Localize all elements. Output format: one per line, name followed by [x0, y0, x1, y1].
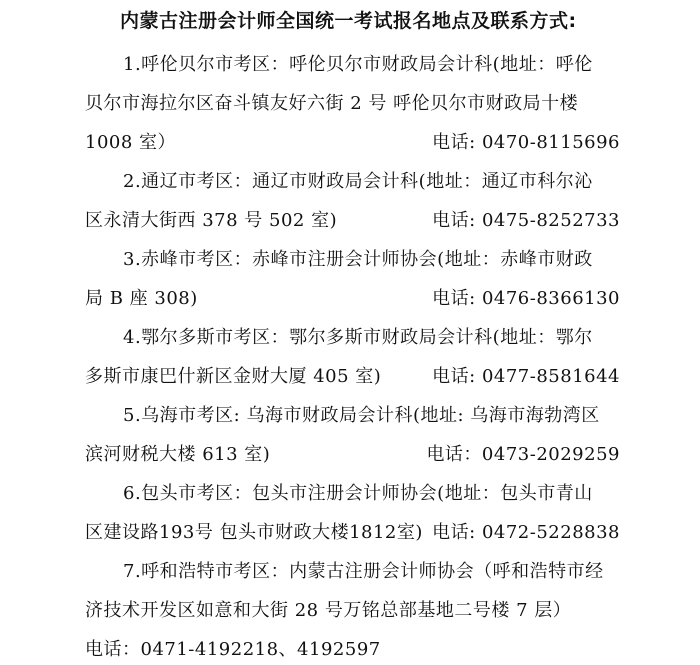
entry-text: 4.鄂尔多斯市考区：鄂尔多斯市财政局会计科(地址：鄂尔 [123, 327, 593, 348]
entry-4-line-2 [85, 362, 620, 392]
entry-text: 3.赤峰市考区：赤峰市注册会计师协会(地址：赤峰市财政 [123, 249, 593, 270]
entry-text: 7.呼和浩特市考区：内蒙古注册会计师协会（呼和浩特市经 [123, 561, 604, 582]
entry-text: 局 B 座 308) [85, 288, 198, 309]
entry-text: 区永清大街西 378 号 502 室) [85, 210, 338, 231]
entry-5-line-1 [85, 401, 620, 431]
entry-6-line-1 [85, 479, 620, 509]
entry-text: 贝尔市海拉尔区奋斗镇友好六街 2 号 呼伦贝尔市财政局十楼 [85, 93, 579, 114]
entry-text: 多斯市康巴什新区金财大厦 405 室) [85, 366, 382, 387]
entry-2-line-2 [85, 206, 620, 236]
document-title: 内蒙古注册会计师全国统一考试报名地点及联系方式: [120, 10, 577, 32]
entry-2-line-1 [85, 167, 620, 197]
entry-5-line-2 [85, 440, 620, 470]
entry-7-phone [85, 635, 620, 665]
entry-text: 5.乌海市考区: 乌海市财政局会计科(地址: 乌海市海勃湾区 [123, 405, 600, 426]
entry-3-line-2 [85, 284, 620, 314]
entry-5-phone: 电话：0473-2029259 [426, 444, 620, 465]
entry-1-line-3 [85, 128, 620, 158]
entry-3-line-1 [85, 245, 620, 275]
entry-1-line-1 [85, 50, 620, 80]
entry-1-line-2 [85, 89, 620, 119]
entry-3-phone: 电话: 0476-8366130 [432, 288, 620, 309]
entry-text: 6.包头市考区：包头市注册会计师协会(地址：包头市青山 [123, 483, 593, 504]
entry-4-line-1 [85, 323, 620, 353]
entry-7-line-1 [85, 557, 620, 587]
entry-7-phone-text: 电话：0471-4192218、4192597 [85, 639, 381, 660]
entry-text: 区建设路193号 包头市财政大楼1812室) [85, 522, 423, 543]
entry-1-phone: 电话: 0470-8115696 [432, 132, 620, 153]
entry-text: 2.通辽市考区：通辽市财政局会计科(地址：通辽市科尔沁 [123, 171, 593, 192]
entry-text: 1008 室） [85, 132, 177, 153]
entry-4-phone: 电话: 0477-8581644 [432, 366, 620, 387]
entry-text: 1.呼伦贝尔市考区：呼伦贝尔市财政局会计科(地址：呼伦 [123, 54, 593, 75]
entry-6-line-2 [85, 518, 620, 548]
entry-text: 滨河财税大楼 613 室) [85, 444, 271, 465]
entry-2-phone: 电话: 0475-8252733 [432, 210, 620, 231]
entry-6-phone: 电话: 0472-5228838 [432, 522, 620, 543]
entry-text: 济技术开发区如意和大街 28 号万铭总部基地二号楼 7 层） [85, 600, 572, 621]
entry-7-line-2 [85, 596, 620, 626]
